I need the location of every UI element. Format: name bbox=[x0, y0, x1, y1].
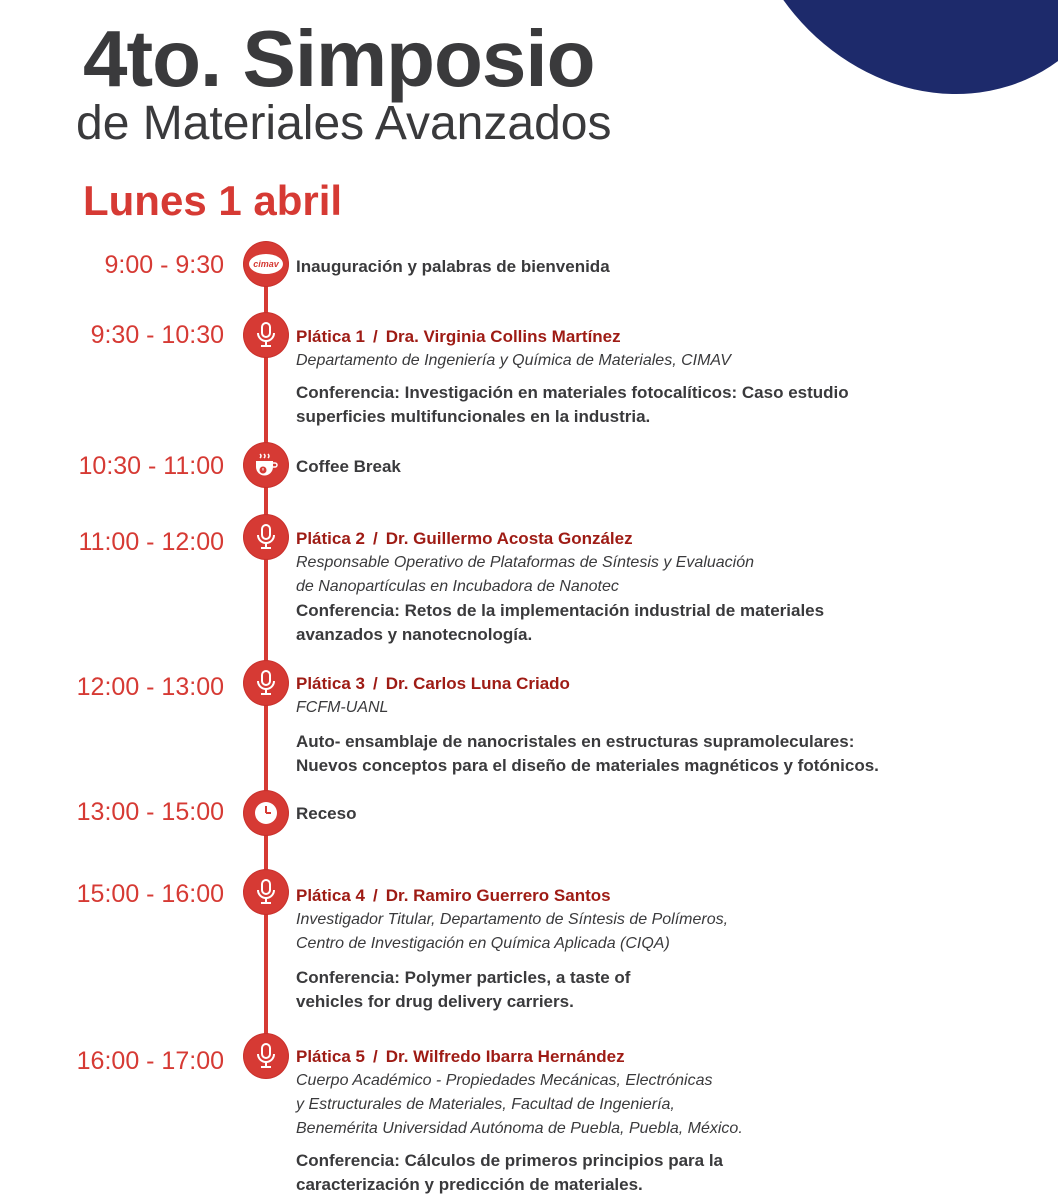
separator: / bbox=[373, 1047, 378, 1066]
talk-heading bbox=[296, 527, 1036, 551]
speaker-affiliation: Cuerpo Académico - Propiedades Mecánicas, Electrónicas y Estructurales de Materiales, Facultad de Ingeniería, Benemérita Universidad Autónoma de Puebla, Puebla, México. bbox=[296, 1072, 743, 1137]
microphone-icon bbox=[254, 1042, 278, 1070]
conference-title: Conferencia: Cálculos de primeros principios para la caracterización y predicción de materiales. bbox=[296, 1151, 724, 1194]
schedule-item bbox=[296, 884, 1036, 1014]
timeline-node bbox=[244, 515, 288, 559]
separator: / bbox=[373, 674, 378, 693]
microphone-icon bbox=[254, 523, 278, 551]
talk-heading bbox=[296, 1045, 1036, 1069]
speaker-affiliation: Investigador Titular, Departamento de Síntesis de Polímeros, Centro de Investigación en Química Aplicada (CIQA) bbox=[296, 911, 729, 952]
conference-title: Conferencia: Polymer particles, a taste of vehicles for drug delivery carriers. bbox=[296, 968, 631, 1011]
time-slot: 16:00 - 17:00 bbox=[76, 1047, 224, 1075]
cimav-logo-icon: cimav bbox=[249, 254, 283, 274]
item-title: Coffee Break bbox=[296, 457, 401, 476]
microphone-icon bbox=[254, 321, 278, 349]
speaker-name: Dr. Guillermo Acosta González bbox=[385, 529, 633, 548]
timeline-node bbox=[244, 313, 288, 357]
page-subtitle: de Materiales Avanzados bbox=[76, 97, 612, 150]
talk-number: Plática 2 bbox=[296, 529, 365, 548]
timeline-node bbox=[244, 1034, 288, 1078]
schedule-item bbox=[296, 672, 1036, 778]
item-title: Inauguración y palabras de bienvenida bbox=[296, 257, 610, 276]
schedule-item bbox=[296, 802, 1036, 826]
time-slot: 13:00 - 15:00 bbox=[76, 798, 224, 826]
decorative-blue-shape bbox=[663, 0, 1058, 166]
timeline-node bbox=[244, 661, 288, 705]
speaker-affiliation: Departamento de Ingeniería y Química de Materiales, CIMAV bbox=[296, 352, 731, 369]
timeline-node bbox=[244, 791, 288, 835]
conference-title: Auto- ensamblaje de nanocristales en estructuras supramoleculares: Nuevos conceptos para el diseño de materiales magnéticos y fotónicos. bbox=[296, 732, 879, 775]
timeline-node bbox=[244, 443, 288, 487]
time-slot: 9:00 - 9:30 bbox=[104, 251, 224, 279]
schedule-item bbox=[296, 527, 1036, 647]
talk-number: Plática 3 bbox=[296, 674, 365, 693]
schedule-item bbox=[296, 455, 1036, 479]
time-slot: 10:30 - 11:00 bbox=[78, 452, 224, 480]
schedule-item bbox=[296, 325, 1036, 429]
speaker-name: Dr. Carlos Luna Criado bbox=[385, 674, 570, 693]
talk-number: Plática 4 bbox=[296, 886, 365, 905]
page-title: 4to. Simposio bbox=[83, 14, 595, 103]
conference-title: Conferencia: Retos de la implementación industrial de materiales avanzados y nanotecnología. bbox=[296, 601, 825, 644]
speaker-name: Dr. Wilfredo Ibarra Hernández bbox=[385, 1047, 625, 1066]
microphone-icon bbox=[254, 878, 278, 906]
separator: / bbox=[373, 529, 378, 548]
speaker-affiliation: FCFM-UANL bbox=[296, 699, 389, 716]
time-slot: 12:00 - 13:00 bbox=[76, 673, 224, 701]
speaker-name: Dr. Ramiro Guerrero Santos bbox=[385, 886, 611, 905]
talk-number: Plática 1 bbox=[296, 327, 365, 346]
conference-title: Conferencia: Investigación en materiales fotocalíticos: Caso estudio superficies multifuncionales en la industria. bbox=[296, 383, 849, 426]
talk-heading bbox=[296, 672, 1036, 696]
timeline-line bbox=[264, 265, 268, 1055]
microphone-icon bbox=[254, 669, 278, 697]
coffee-cup-icon bbox=[252, 451, 280, 479]
schedule-item bbox=[296, 1045, 1036, 1197]
clock-icon bbox=[252, 799, 280, 827]
talk-heading bbox=[296, 884, 1036, 908]
schedule-item bbox=[296, 255, 1036, 279]
time-slot: 15:00 - 16:00 bbox=[76, 880, 224, 908]
talk-heading bbox=[296, 325, 1036, 349]
separator: / bbox=[373, 886, 378, 905]
speaker-name: Dra. Virginia Collins Martínez bbox=[385, 327, 621, 346]
time-slot: 9:30 - 10:30 bbox=[90, 321, 224, 349]
time-slot: 11:00 - 12:00 bbox=[78, 528, 224, 556]
timeline-node bbox=[244, 242, 288, 286]
speaker-affiliation: Responsable Operativo de Plataformas de Síntesis y Evaluación de Nanopartículas en Incubadora de Nanotec bbox=[296, 554, 755, 595]
timeline-node bbox=[244, 870, 288, 914]
item-title: Receso bbox=[296, 804, 357, 823]
talk-number: Plática 5 bbox=[296, 1047, 365, 1066]
day-heading: Lunes 1 abril bbox=[83, 177, 343, 224]
separator: / bbox=[373, 327, 378, 346]
